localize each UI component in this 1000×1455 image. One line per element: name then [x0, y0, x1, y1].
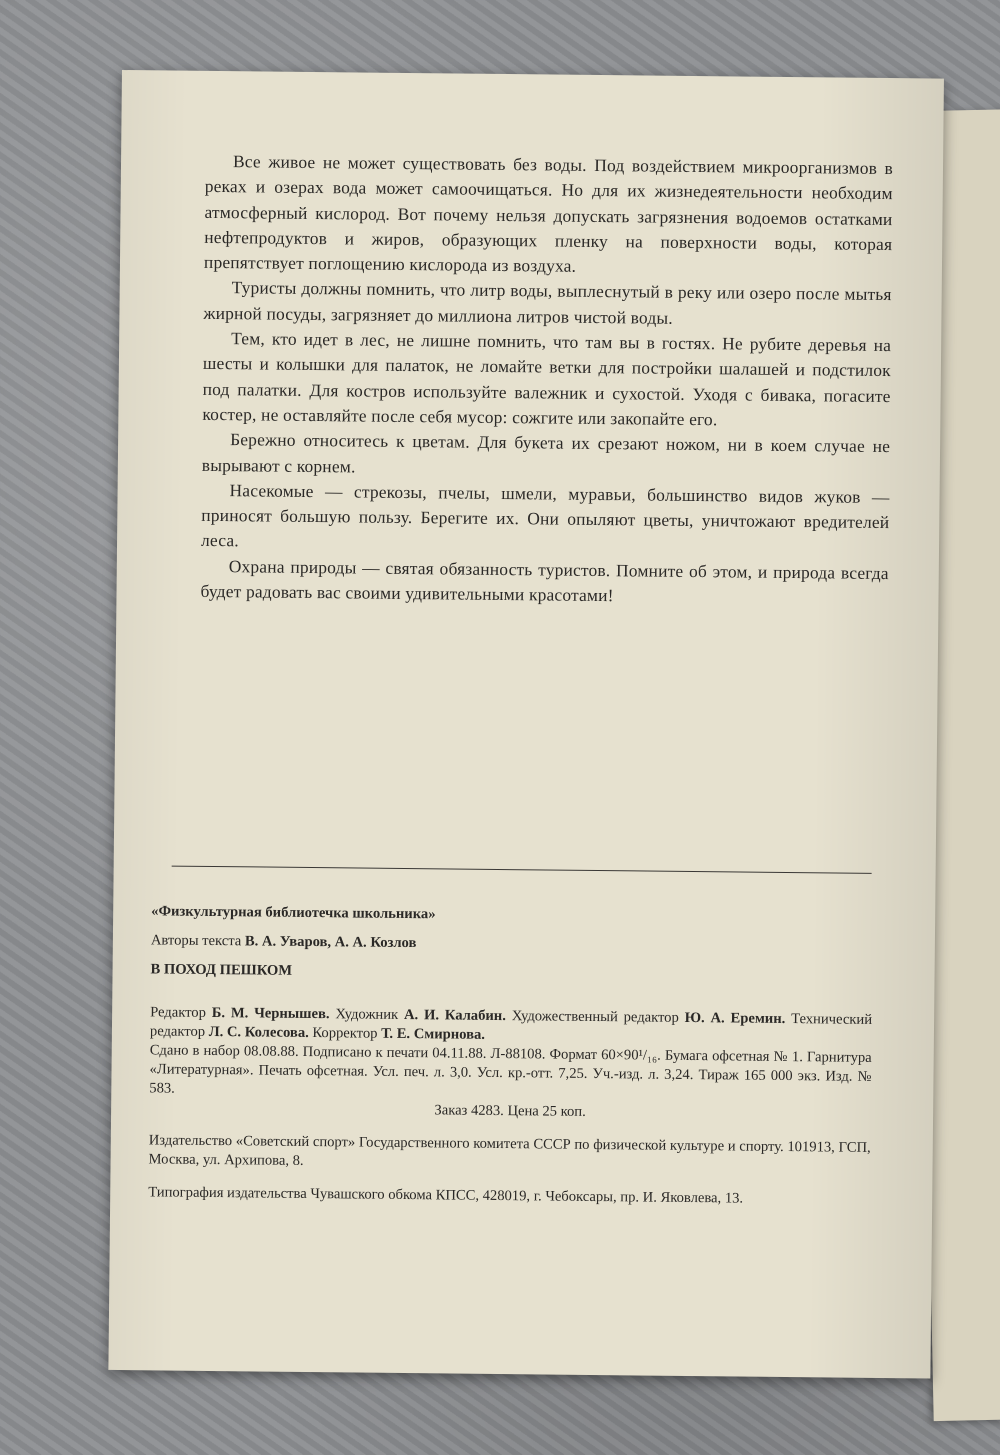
paragraph: Тем, кто идет в лес, не лишне помнить, что там вы в гостях. Не рубите деревья на шесты и колышки для палаток, не ломайте ветки для постройки шалашей и подстилок под палатки. Для костров используйте валежник и сухостой. Уходя с бивака, погасите костер, не оставляйте после себя мусор: сожгите или закопайте его. — [202, 328, 892, 430]
authors-names: В. А. Уваров, А. А. Козлов — [244, 933, 417, 952]
colophon — [148, 902, 873, 1210]
authors-line — [151, 931, 873, 958]
authors-label: Авторы текста — [150, 932, 242, 950]
print-info: Сдано в набор 08.08.88. Подписано к печати 04.11.88. Л-88108. Формат 60×90¹/₁₆. Бумага офсетная № 1. Гарнитура «Литературная». Печать офсетная. Усл. печ. л. 3,0. Усл. кр.-отт. 7,25. Уч.-изд. л. 3,24. Тираж 165 000 экз. Изд. № 583. — [149, 1042, 872, 1097]
art-editor-label: Художественный редактор — [511, 1008, 679, 1026]
tech-editor-label: Технический редактор — [149, 1011, 873, 1040]
book-title: В ПОХОД ПЕШКОМ — [150, 961, 293, 979]
editor-label: Редактор — [150, 1004, 207, 1021]
order-price: Заказ 4283. Цена 25 коп. — [434, 1102, 586, 1120]
artist-label: Художник — [335, 1006, 399, 1023]
main-text — [200, 149, 893, 612]
publisher-info: Издательство «Советский спорт» Государственного комитета СССР по физической культуре и спорту. 101913, ГСП, Москва, ул. Архипова, 8. — [148, 1132, 871, 1169]
paragraph: Охрана природы — святая обязанность туристов. Помните об этом, и природа всегда будет радовать вас своими удивительными красотами! — [200, 555, 889, 606]
divider-line — [172, 866, 872, 874]
booklet-page — [108, 70, 944, 1379]
artist-name: А. И. Калабин. — [403, 1007, 506, 1025]
series-title: «Физкультурная библиотечка школьника» — [151, 903, 436, 923]
tech-editor-name: Л. С. Колесова. — [208, 1023, 309, 1042]
art-editor-name: Ю. А. Еремин. — [684, 1009, 786, 1027]
corrector-name: Т. Е. Смирнова. — [381, 1025, 486, 1043]
paragraph: Бережно относитесь к цветам. Для букета их срезают ножом, ни в коем случае не вырывают с корнем. — [201, 429, 891, 477]
printer-info: Типография издательства Чувашского обкома КПСС, 428019, г. Чебоксары, пр. И. Яковлева, 13. — [148, 1184, 744, 1207]
paragraph: Насекомые — стрекозы, пчелы, шмели, муравьи, большинство видов жуков — приносят большую пользу. Берегите их. Они опыляют цветы, уничтожают вредителей леса. — [200, 480, 890, 551]
paragraph: Все живое не может существовать без воды. Под воздействием микроорганизмов в реках и озерах вода может самоочищаться. Но для их жизнедеятельности необходим атмосферный кислород. Вот почему нельзя допускать загрязнения водоемов остатками нефтепродуктов и жиров, образующих пленку на поверхности воды, которая препятствует поглощению кислорода из воздуха. — [203, 151, 894, 276]
corrector-label: Корректор — [312, 1025, 378, 1042]
paragraph: Туристы должны помнить, что литр воды, выплеснутый в реку или озеро после мытья жирной посуды, загрязняет до миллиона литров чистой воды. — [203, 277, 892, 328]
editor-name: Б. М. Чернышев. — [211, 1004, 330, 1023]
